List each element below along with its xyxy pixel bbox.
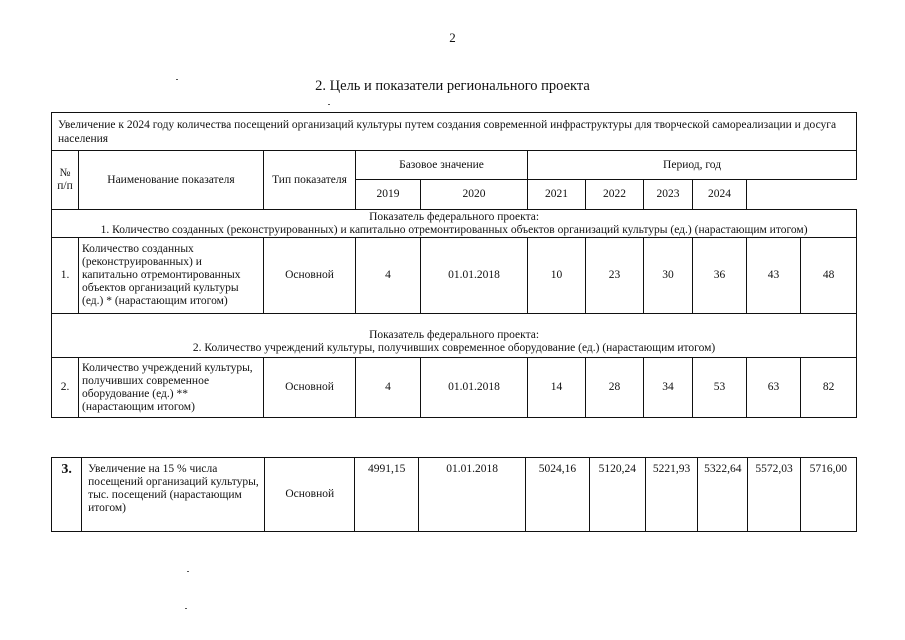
header-year: 2024 <box>693 180 747 210</box>
header-base: Базовое значение <box>356 151 528 180</box>
row-value: 34 <box>644 358 693 418</box>
row-value: 5120,24 <box>589 458 645 532</box>
row-num: 3. <box>52 458 82 532</box>
row-name: Увеличение на 15 % числа посещений организаций культуры, тыс. посещений (нарастающим итогом) <box>82 458 265 532</box>
header-year: 2019 <box>356 180 421 210</box>
section2-caption-line1: Показатель федерального проекта: <box>369 329 540 341</box>
row-value: 5322,64 <box>698 458 748 532</box>
row-value: 63 <box>747 358 801 418</box>
row-num: 2. <box>52 358 79 418</box>
section1-caption-row <box>52 210 857 238</box>
row-type: Основной <box>264 238 356 314</box>
row-value: 48 <box>801 238 857 314</box>
row-name: Количество созданных (реконструированных) и капитально отремонтированных объектов организаций культуры (ед.) * (нарастающим итогом) <box>79 238 264 314</box>
row-value: 5221,93 <box>645 458 697 532</box>
row-value: 23 <box>586 238 644 314</box>
scan-speck <box>328 104 330 105</box>
row-base-value: 4 <box>356 358 421 418</box>
row-num: 1. <box>52 238 79 314</box>
section-title: 2. Цель и показатели регионального проекта <box>315 78 590 94</box>
row-value: 14 <box>528 358 586 418</box>
row-value: 28 <box>586 358 644 418</box>
row-name: Количество учреждений культуры, получивших современное оборудование (ед.) ** (нарастающим итогом) <box>79 358 264 418</box>
header-year: 2021 <box>528 180 586 210</box>
row-value: 82 <box>801 358 857 418</box>
section1-caption-line1: Показатель федерального проекта: <box>369 210 540 223</box>
goal-text: Увеличение к 2024 году количества посещений организаций культуры путем создания современной инфраструктуры для творческой самореализации и досуга населения <box>52 113 857 151</box>
header-row <box>52 151 857 180</box>
scan-speck <box>185 608 187 609</box>
row-type: Основной <box>264 358 356 418</box>
header-type: Тип показателя <box>264 151 356 210</box>
row-value: 5572,03 <box>748 458 800 532</box>
table-row <box>52 458 857 532</box>
indicators-table-continued <box>51 457 857 532</box>
row-type: Основной <box>265 458 355 532</box>
row-value: 30 <box>644 238 693 314</box>
section2-caption-line2: 2. Количество учреждений культуры, получивших современное оборудование (ед.) (нарастающим итогом) <box>192 342 716 354</box>
row-base-date: 01.01.2018 <box>421 358 528 418</box>
row-value: 53 <box>693 358 747 418</box>
scan-speck <box>187 571 189 572</box>
indicators-table <box>51 112 857 418</box>
row-value: 36 <box>693 238 747 314</box>
header-num: № п/п <box>52 151 79 210</box>
header-name: Наименование показателя <box>79 151 264 210</box>
header-year: 2020 <box>421 180 528 210</box>
table-row <box>52 238 857 314</box>
row-value: 5716,00 <box>800 458 856 532</box>
section1-caption-line2: 1. Количество созданных (реконструированных) и капитально отремонтированных объектов организаций культуры (ед.) (нарастающим итогом) <box>100 223 808 236</box>
table-row <box>52 358 857 418</box>
row-base-date: 01.01.2018 <box>418 458 526 532</box>
row-value: 5024,16 <box>526 458 589 532</box>
header-period: Период, год <box>528 151 857 180</box>
section2-caption-row <box>52 314 857 358</box>
row-base-value: 4991,15 <box>355 458 418 532</box>
row-value: 43 <box>747 238 801 314</box>
header-year: 2023 <box>644 180 693 210</box>
section1-caption <box>52 210 857 238</box>
header-year: 2022 <box>586 180 644 210</box>
row-value: 10 <box>528 238 586 314</box>
row-base-value: 4 <box>356 238 421 314</box>
row-base-date: 01.01.2018 <box>421 238 528 314</box>
goal-row <box>52 113 857 151</box>
section2-caption <box>52 314 857 358</box>
scan-speck <box>176 79 178 80</box>
page-number: 2 <box>449 30 456 45</box>
